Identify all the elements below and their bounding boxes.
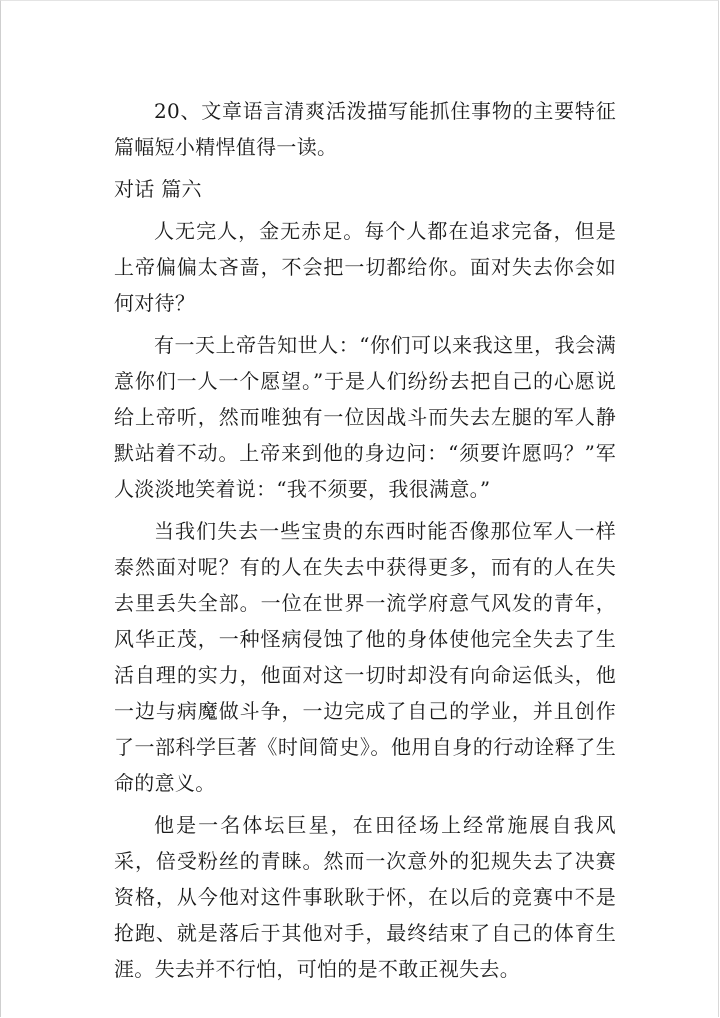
body-paragraph: 他是一名体坛巨星，在田径场上经常施展自我风采，倍受粉丝的青睐。然而一次意外的犯规失去了决赛资格，从今他对这件事耿耿于怀，在以后的竞赛中不是抢跑、就是落后于其他对手，最终结束了自己的体育生涯。失去并不行怕，可怕的是不敢正视失去。 xyxy=(114,813,616,981)
section-heading: 对话 篇六 xyxy=(114,177,202,201)
document-body xyxy=(114,93,616,987)
body-paragraph: 当我们失去一些宝贵的东西时能否像那位军人一样泰然面对呢？有的人在失去中获得更多，而有的人在失去里丢失全部。一位在世界一流学府意气风发的青年，风华正茂，一种怪病侵蚀了他的身体使他完全失去了生活自理的实力，他面对这一切时却没有向命运低头，他一边与病魔做斗争，一边完成了自己的学业，并且创作了一部科学巨著《时间简史》。他用自身的行动诠释了生命的意义。 xyxy=(114,519,616,795)
paragraph-item-20: 20、文章语言清爽活泼描写能抓住事物的主要特征篇幅短小精悍值得一读。 xyxy=(114,99,616,159)
body-paragraph: 人无完人，金无赤足。每个人都在追求完备，但是上帝偏偏太吝啬，不会把一切都给你。面对失去你会如何对待？ xyxy=(114,219,616,315)
body-paragraph: 有一天上帝告知世人：“你们可以来我这里，我会满意你们一人一个愿望。”于是人们纷纷去把自己的心愿说给上帝听，然而唯独有一位因战斗而失去左腿的军人静默站着不动。上帝来到他的身边问：“须要许愿吗？”军人淡淡地笑着说：“我不须要，我很满意。” xyxy=(114,333,616,501)
